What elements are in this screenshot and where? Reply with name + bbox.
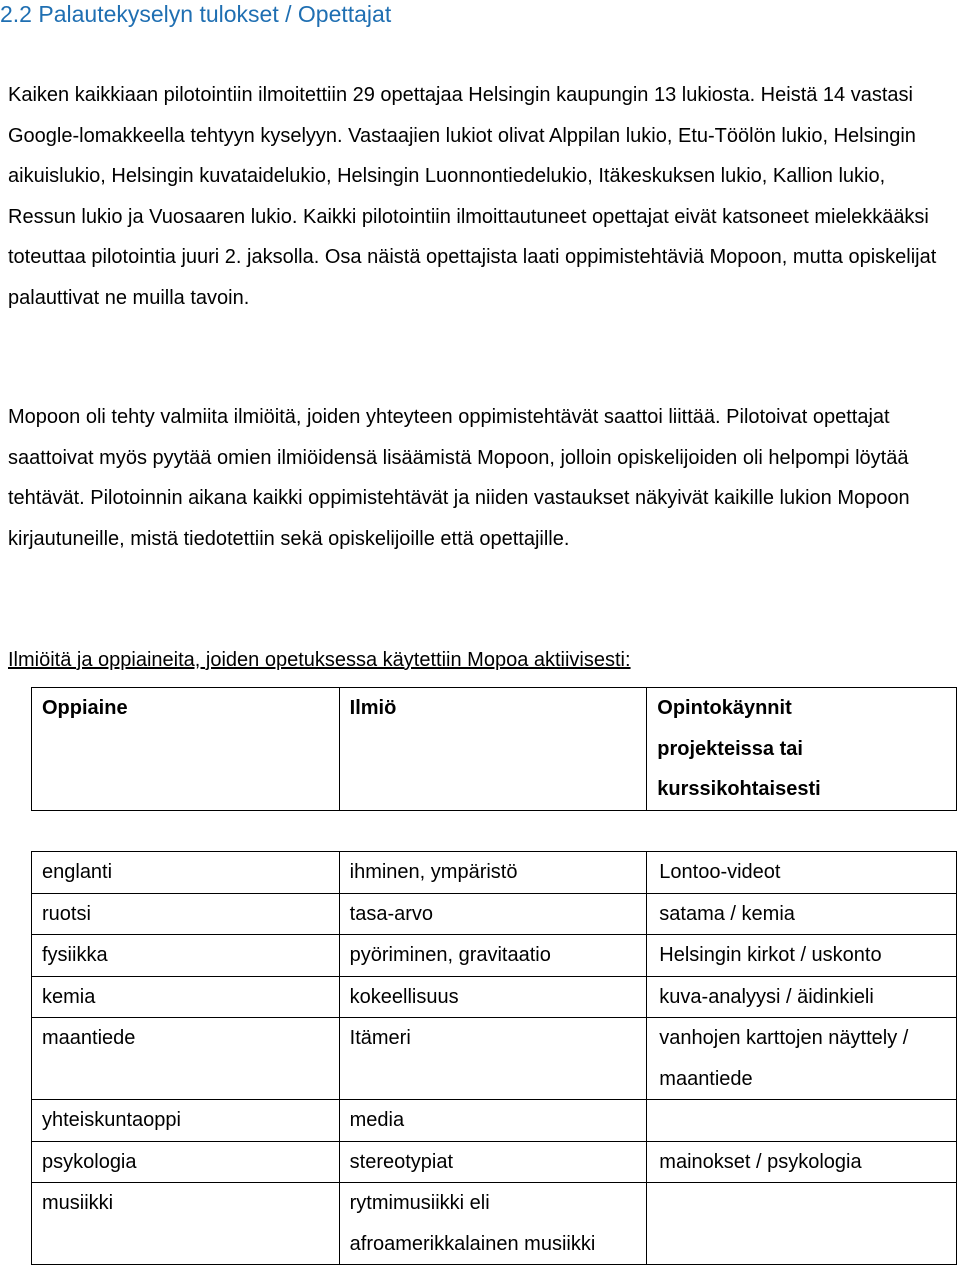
- table-row: [32, 1183, 957, 1265]
- cell-opintokaynnit: kuva-analyysi / äidinkieli: [647, 976, 957, 1018]
- cell-ilmio: rytmimusiikki eli afroamerikkalainen musiikki: [339, 1183, 647, 1265]
- table-row: [32, 976, 957, 1018]
- table-row: [32, 1018, 957, 1100]
- table-row: [32, 893, 957, 935]
- cell-oppiaine: maantiede: [32, 1018, 340, 1100]
- cell-opintokaynnit: [647, 1100, 957, 1142]
- cell-oppiaine: ruotsi: [32, 893, 340, 935]
- subjects-table: [31, 851, 957, 1265]
- cell-oppiaine: kemia: [32, 976, 340, 1018]
- cell-opintokaynnit: [647, 1183, 957, 1265]
- header-oppiaine: Oppiaine: [32, 688, 340, 811]
- cell-ilmio: ihminen, ympäristö: [339, 852, 647, 894]
- table-row: [32, 935, 957, 977]
- cell-oppiaine: englanti: [32, 852, 340, 894]
- header-ilmio: Ilmiö: [339, 688, 647, 811]
- subjects-table-header: [31, 687, 957, 811]
- cell-opintokaynnit: Helsingin kirkot / uskonto: [647, 935, 957, 977]
- table-row: [32, 852, 957, 894]
- cell-ilmio: Itämeri: [339, 1018, 647, 1100]
- cell-oppiaine: psykologia: [32, 1141, 340, 1183]
- paragraph-mopo-phenomena: Mopoon oli tehty valmiita ilmiöitä, joiden yhteyteen oppimistehtävät saattoi liittää. Pilotoivat opettajat saattoivat myös pyytää omien ilmiöidensä lisäämistä Mopoon, jolloin opiskelijoiden oli helpompi löytää tehtävät. Pilotoinnin aikana kaikki oppimistehtävät ja niiden vastaukset näkyivät kaikille lukion Mopoon kirjautuneille, mistä tiedotettiin sekä opiskelijoille että opettajille.: [8, 406, 910, 550]
- cell-ilmio: stereotypiat: [339, 1141, 647, 1183]
- cell-opintokaynnit: vanhojen karttojen näyttely / maantiede: [647, 1018, 957, 1100]
- cell-ilmio: pyöriminen, gravitaatio: [339, 935, 647, 977]
- header-opintokaynnit: Opintokäynnit projekteissa tai kurssikohtaisesti: [647, 688, 957, 811]
- cell-oppiaine: yhteiskuntaoppi: [32, 1100, 340, 1142]
- cell-oppiaine: fysiikka: [32, 935, 340, 977]
- paragraph-pilot-overview: Kaiken kaikkiaan pilotointiin ilmoitettiin 29 opettajaa Helsingin kaupungin 13 lukiosta. Heistä 14 vastasi Google-lomakkeella tehtyyn kyselyyn. Vastaajien lukiot olivat Alppilan lukio, Etu-Töölön lukio, Helsingin aikuislukio, Helsingin kuvataidelukio, Helsingin Luonnontiedelukio, Itäkeskuksen lukio, Kallion lukio, Ressun lukio ja Vuosaaren lukio. Kaikki pilotointiin ilmoittautuneet opettajat eivät katsoneet mielekkääksi toteuttaa pilotointia juuri 2. jaksolla. Osa näistä opettajista laati oppimistehtäviä Mopoon, mutta opiskelijat palauttivat ne muilla tavoin.: [8, 84, 937, 309]
- cell-opintokaynnit: satama / kemia: [647, 893, 957, 935]
- cell-ilmio: kokeellisuus: [339, 976, 647, 1018]
- cell-ilmio: tasa-arvo: [339, 893, 647, 935]
- table-row: [32, 1100, 957, 1142]
- cell-opintokaynnit: mainokset / psykologia: [647, 1141, 957, 1183]
- table-caption: Ilmiöitä ja oppiaineita, joiden opetuksessa käytettiin Mopoa aktiivisesti:: [8, 649, 631, 671]
- section-heading: 2.2 Palautekyselyn tulokset / Opettajat: [0, 1, 392, 27]
- cell-oppiaine: musiikki: [32, 1183, 340, 1265]
- table-row: [32, 1141, 957, 1183]
- cell-ilmio: media: [339, 1100, 647, 1142]
- cell-opintokaynnit: Lontoo-videot: [647, 852, 957, 894]
